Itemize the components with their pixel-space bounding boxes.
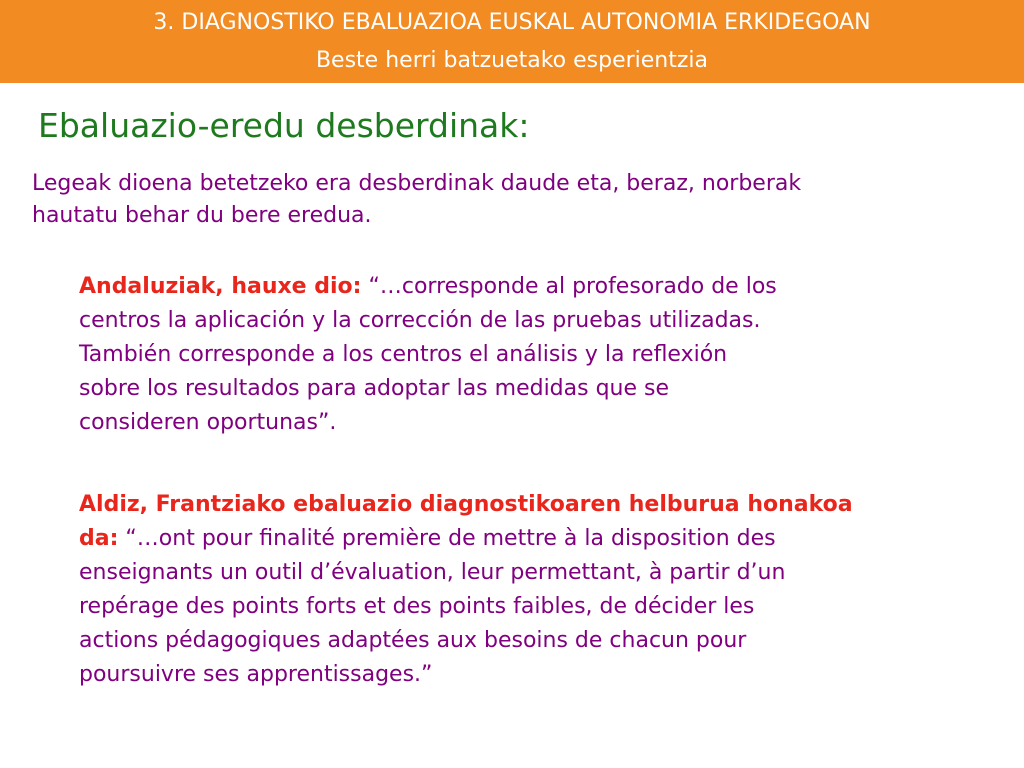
slide-header bbox=[0, 0, 1024, 83]
andalusia-quote-line: centros la aplicación y la corrección de las pruebas utilizadas. bbox=[79, 308, 761, 333]
intro-line: hautatu behar du bere eredua. bbox=[32, 203, 372, 228]
france-lead-line: Aldiz, Frantziako ebaluazio diagnostikoaren helburua honakoa bbox=[79, 492, 853, 517]
andalusia-quote-line: También corresponde a los centros el análisis y la reflexión bbox=[79, 342, 728, 367]
andalusia-quote-line: sobre los resultados para adoptar las medidas que se bbox=[79, 376, 670, 401]
andalusia-quote bbox=[79, 270, 979, 440]
france-quote-first-line bbox=[79, 522, 979, 556]
france-quote-line: poursuivre ses apprentissages.” bbox=[79, 662, 433, 687]
andalusia-quote-start: “…corresponde al profesorado de los bbox=[361, 274, 777, 299]
france-quote bbox=[79, 488, 979, 692]
france-quote-line: enseignants un outil d’évaluation, leur permettant, à partir d’un bbox=[79, 560, 786, 585]
intro-paragraph bbox=[32, 168, 992, 232]
france-quote-start: “…ont pour finalité première de mettre à la disposition des bbox=[118, 526, 776, 551]
andalusia-quote-first-line bbox=[79, 270, 979, 304]
intro-line: Legeak dioena betetzeko era desberdinak daude eta, beraz, norberak bbox=[32, 171, 802, 196]
header-title: 3. DIAGNOSTIKO EBALUAZIOA EUSKAL AUTONOMIA ERKIDEGOAN bbox=[153, 10, 871, 35]
andalusia-quote-line: consideren oportunas”. bbox=[79, 410, 337, 435]
france-lead-end: da: bbox=[79, 526, 119, 551]
france-quote-line: repérage des points forts et des points faibles, de décider les bbox=[79, 594, 755, 619]
header-subtitle: Beste herri batzuetako esperientzia bbox=[315, 48, 709, 73]
france-quote-line: actions pédagogiques adaptées aux besoins de chacun pour bbox=[79, 628, 747, 653]
slide-heading: Ebaluazio-eredu desberdinak: bbox=[38, 106, 530, 145]
andalusia-lead: Andaluziak, hauxe dio: bbox=[79, 274, 362, 299]
